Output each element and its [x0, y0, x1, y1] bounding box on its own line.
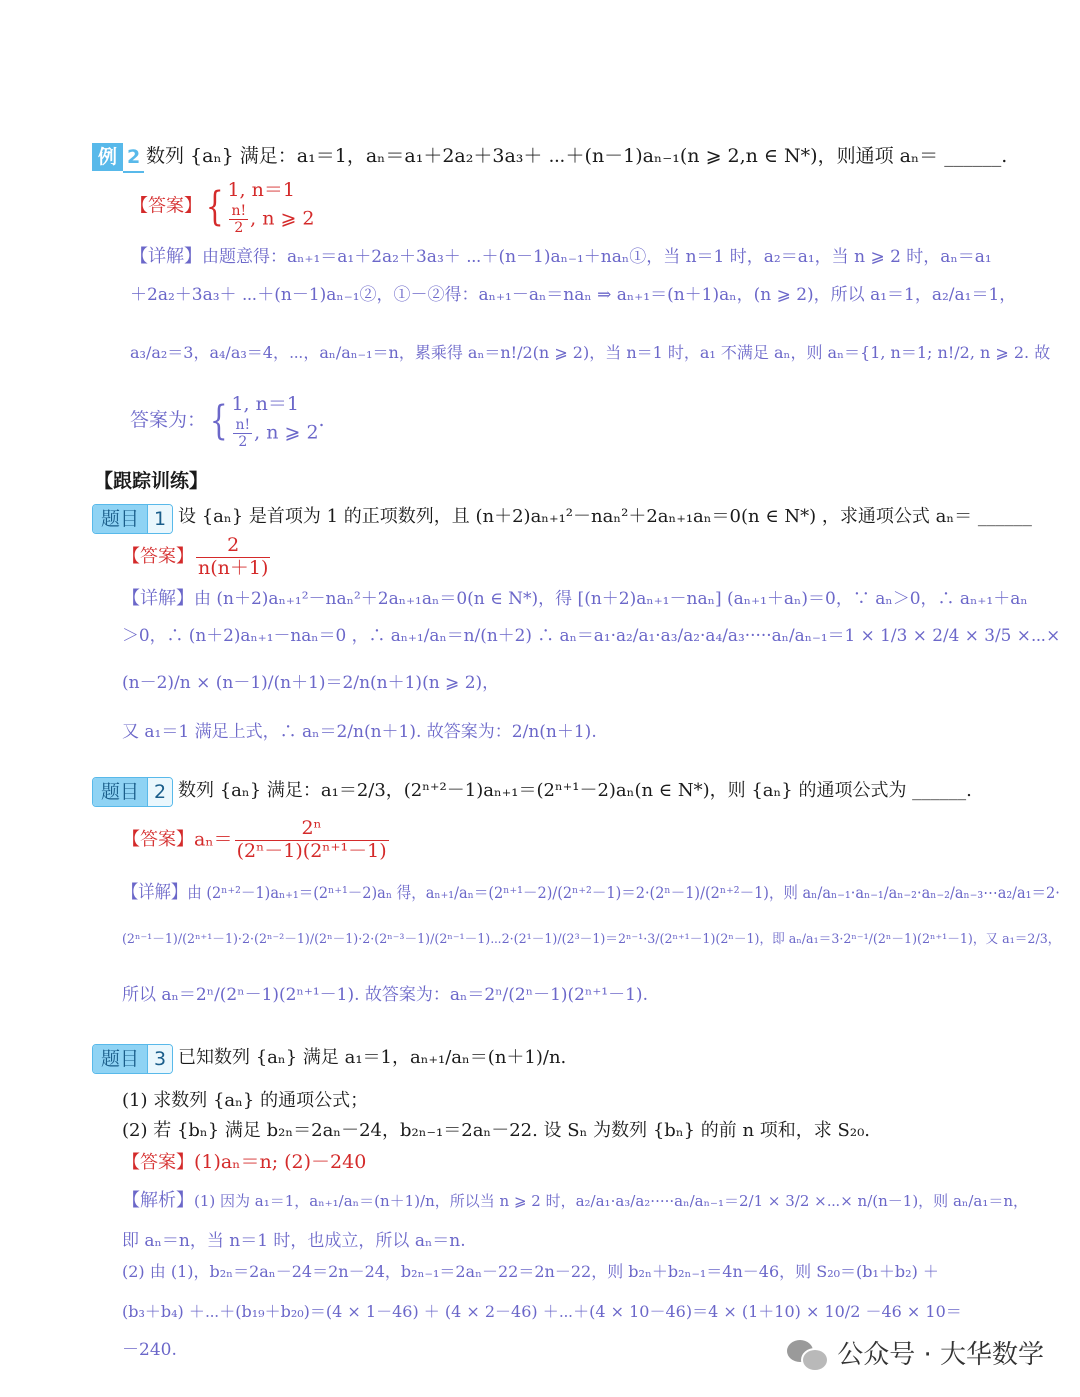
- topic-3-answer: [122, 1151, 366, 1175]
- detail-tag: 【详解】: [122, 588, 194, 609]
- detail-frac-den: 2: [238, 433, 248, 450]
- topic-2-answer: [122, 818, 391, 863]
- example-badge-label: 例: [92, 143, 123, 171]
- example-badge: [92, 143, 144, 171]
- topic-1-detail-4: 又 a₁＝1 满足上式，∴ aₙ＝2/n(n＋1). 故答案为：2/n(n＋1).: [122, 722, 597, 742]
- detail-cases: [231, 392, 318, 450]
- answer-frac-num: 2: [196, 535, 270, 558]
- topic-badge-number: 2: [147, 778, 172, 806]
- wechat-icon: [787, 1336, 827, 1370]
- example-detail-line-3: a₃/a₂＝3，a₄/a₃＝4，⋯，aₙ/aₙ₋₁＝n，累乘得 aₙ＝n!/2(n ⩾ 2)，当 n＝1 时，a₁ 不满足 aₙ，则 aₙ＝{1, n＝1; n!/2, n ⩾ 2. 故: [130, 343, 1051, 362]
- topic-2-question: 数列 {aₙ} 满足：a₁＝2/3，(2ⁿ⁺²－1)aₙ₊₁＝(2ⁿ⁺¹－2)aₙ(n ∈ N*)，则 {aₙ} 的通项公式为 ______.: [178, 780, 972, 801]
- detail-text: 由 (2ⁿ⁺²－1)aₙ₊₁＝(2ⁿ⁺¹－2)aₙ 得，aₙ₊₁/aₙ＝(2ⁿ⁺¹－2)/(2ⁿ⁺²－1)＝2·(2ⁿ－1)/(2ⁿ⁺²－1)，则 aₙ/aₙ₋₁·aₙ₋₁/aₙ₋₂·aₙ₋₂/aₙ₋₃⋯a₂/a₁＝2·: [187, 883, 1060, 902]
- topic-3-question: 已知数列 {aₙ} 满足 a₁＝1，aₙ₊₁/aₙ＝(n＋1)/n.: [178, 1047, 567, 1068]
- detail-text: 由 (n＋2)aₙ₊₁²－naₙ²＋2aₙ₊₁aₙ＝0(n ∈ N*)，得 [(n＋2)aₙ₊₁－naₙ] (aₙ₊₁＋aₙ)＝0，∵ aₙ＞0，∴ aₙ₊₁＋aₙ: [194, 589, 1028, 609]
- answer-text: (1)aₙ＝n; (2)－240: [194, 1151, 367, 1173]
- topic-badge-label: 题目: [93, 505, 147, 533]
- topic-1-detail-3: (n－2)/n × (n－1)/(n＋1)＝2/n(n＋1)(n ⩾ 2)，: [122, 673, 500, 693]
- detail-tag: 【详解】: [122, 882, 188, 903]
- section-title: 【跟踪训练】: [94, 470, 209, 492]
- topic-2-detail-2: (2ⁿ⁻¹－1)/(2ⁿ⁺¹－1)·2·(2ⁿ⁻²－1)/(2ⁿ－1)·2·(2ⁿ⁻³－1)/(2ⁿ⁻¹－1)⋯2·(2¹－1)/(2³－1)＝2ⁿ⁻¹·3/(2ⁿ⁺¹－1)(2ⁿ－1)，即 aₙ/a₁＝3·2ⁿ⁻¹/(2ⁿ－1)(2ⁿ⁺¹－1)，又 a₁＝2/3，: [122, 932, 1061, 947]
- cases-brace: {: [205, 183, 224, 230]
- example-detail-line-4: [130, 392, 325, 450]
- answer-case-1: 1, n＝1: [227, 179, 295, 201]
- topic-1-detail-2: ＞0，∴ (n＋2)aₙ₊₁－naₙ＝0 ，∴ aₙ₊₁/aₙ＝n/(n＋2) ∴ aₙ＝a₁·a₂/a₁·a₃/a₂·a₄/a₃·····aₙ/aₙ₋₁＝1 × 1/3 × 2/4 × 3/5 ×⋯×: [122, 626, 1061, 646]
- answer-frac-num: 2ⁿ: [235, 818, 389, 841]
- topic-3-part-1: (1) 求数列 {aₙ} 的通项公式；: [122, 1090, 369, 1111]
- watermark: [787, 1334, 1044, 1371]
- case-frac-num: n!: [231, 202, 247, 219]
- topic-3-detail-5: －240.: [122, 1340, 177, 1360]
- detail-tag: 【详解】: [130, 246, 202, 267]
- answer-lead: aₙ＝: [194, 828, 233, 851]
- detail-answer-lead: 答案为：: [130, 409, 207, 432]
- topic-badge-number: 1: [147, 505, 172, 533]
- topic-badge-3: [92, 1044, 173, 1074]
- answer-cases: [227, 178, 314, 236]
- topic-2-detail-1: [122, 882, 1060, 905]
- example-answer: [130, 178, 315, 236]
- detail-text: (1) 因为 a₁＝1，aₙ₊₁/aₙ＝(n＋1)/n，所以当 n ⩾ 2 时，a₂/a₁·a₃/a₂·····aₙ/aₙ₋₁＝2/1 × 3/2 ×⋯× n/(n－1)，则 aₙ/a₁＝n，: [194, 1192, 1029, 1210]
- topic-badge-1: [92, 504, 173, 534]
- detail-case-condition: , n ⩾ 2: [254, 421, 319, 444]
- topic-3-detail-4: (b₃＋b₄) ＋⋯＋(b₁₉＋b₂₀)＝(4 × 1－46) ＋ (4 × 2－46) ＋⋯＋(4 × 10－46)＝4 × (1＋10) × 10/2 －46 × 10＝: [122, 1302, 962, 1321]
- topic-1-detail-1: [122, 588, 1028, 611]
- detail-frac-num: n!: [235, 416, 251, 433]
- topic-badge-2: [92, 777, 173, 807]
- answer-tag: 【答案】: [130, 195, 202, 217]
- answer-frac-den: (2ⁿ－1)(2ⁿ⁺¹－1): [236, 839, 387, 862]
- topic-2-detail-3: 所以 aₙ＝2ⁿ/(2ⁿ－1)(2ⁿ⁺¹－1). 故答案为：aₙ＝2ⁿ/(2ⁿ－1)(2ⁿ⁺¹－1).: [122, 985, 648, 1005]
- example-badge-number: 2: [123, 143, 144, 173]
- case-frac-den: 2: [234, 219, 244, 236]
- answer-tag: 【答案】: [122, 546, 194, 568]
- topic-3-detail-2: 即 aₙ＝n，当 n＝1 时，也成立，所以 aₙ＝n.: [122, 1231, 466, 1251]
- example-question: 数列 {aₙ} 满足：a₁＝1，aₙ＝a₁＋2a₂＋3a₃＋ ⋯＋(n－1)aₙ₋₁(n ⩾ 2,n ∈ N*)，则通项 aₙ＝ ______.: [146, 145, 1008, 167]
- detail-case-2: [231, 417, 318, 450]
- topic-3-detail-1: [122, 1190, 1028, 1213]
- answer-case-2: [227, 203, 314, 236]
- answer-tag: 【答案】: [122, 829, 194, 851]
- case-condition: , n ⩾ 2: [250, 207, 315, 230]
- answer-tag: 【答案】: [122, 1152, 194, 1173]
- detail-end: .: [318, 408, 325, 431]
- topic-3-part-2: (2) 若 {bₙ} 满足 b₂ₙ＝2aₙ－24，b₂ₙ₋₁＝2aₙ－22. 设 Sₙ 为数列 {bₙ} 的前 n 项和，求 S₂₀.: [122, 1120, 871, 1141]
- topic-3-detail-3: (2) 由 (1)，b₂ₙ＝2aₙ－24＝2n－24，b₂ₙ₋₁＝2aₙ－22＝2n－22，则 b₂ₙ＋b₂ₙ₋₁＝4n－46，则 S₂₀＝(b₁＋b₂) ＋: [122, 1262, 939, 1281]
- watermark-text: 公众号 · 大华数学: [837, 1340, 1044, 1370]
- topic-badge-number: 3: [147, 1045, 172, 1073]
- detail-case-1: 1, n＝1: [231, 393, 299, 415]
- topic-badge-label: 题目: [93, 778, 147, 806]
- topic-badge-label: 题目: [93, 1045, 147, 1073]
- cases-brace-2: {: [209, 397, 228, 444]
- example-detail-line-2: ＋2a₂＋3a₃＋ ⋯＋(n－1)aₙ₋₁②，①－②得：aₙ₊₁－aₙ＝naₙ ⇒ aₙ₊₁＝(n＋1)aₙ，(n ⩾ 2)，所以 a₁＝1，a₂/a₁＝1，: [130, 285, 1017, 305]
- topic-1-answer: [122, 535, 272, 580]
- answer-frac-den: n(n＋1): [198, 556, 269, 579]
- detail-text: 由题意得：aₙ₊₁＝a₁＋2a₂＋3a₃＋ ⋯＋(n－1)aₙ₋₁＋naₙ①，当 n＝1 时，a₂＝a₁，当 n ⩾ 2 时，aₙ＝a₁: [202, 247, 992, 267]
- topic-1-question: 设 {aₙ} 是首项为 1 的正项数列，且 (n＋2)aₙ₊₁²－naₙ²＋2aₙ₊₁aₙ＝0(n ∈ N*) ，求通项公式 aₙ＝ ______: [178, 506, 1032, 527]
- example-detail-line-1: [130, 246, 992, 269]
- detail-tag: 【解析】: [122, 1190, 194, 1211]
